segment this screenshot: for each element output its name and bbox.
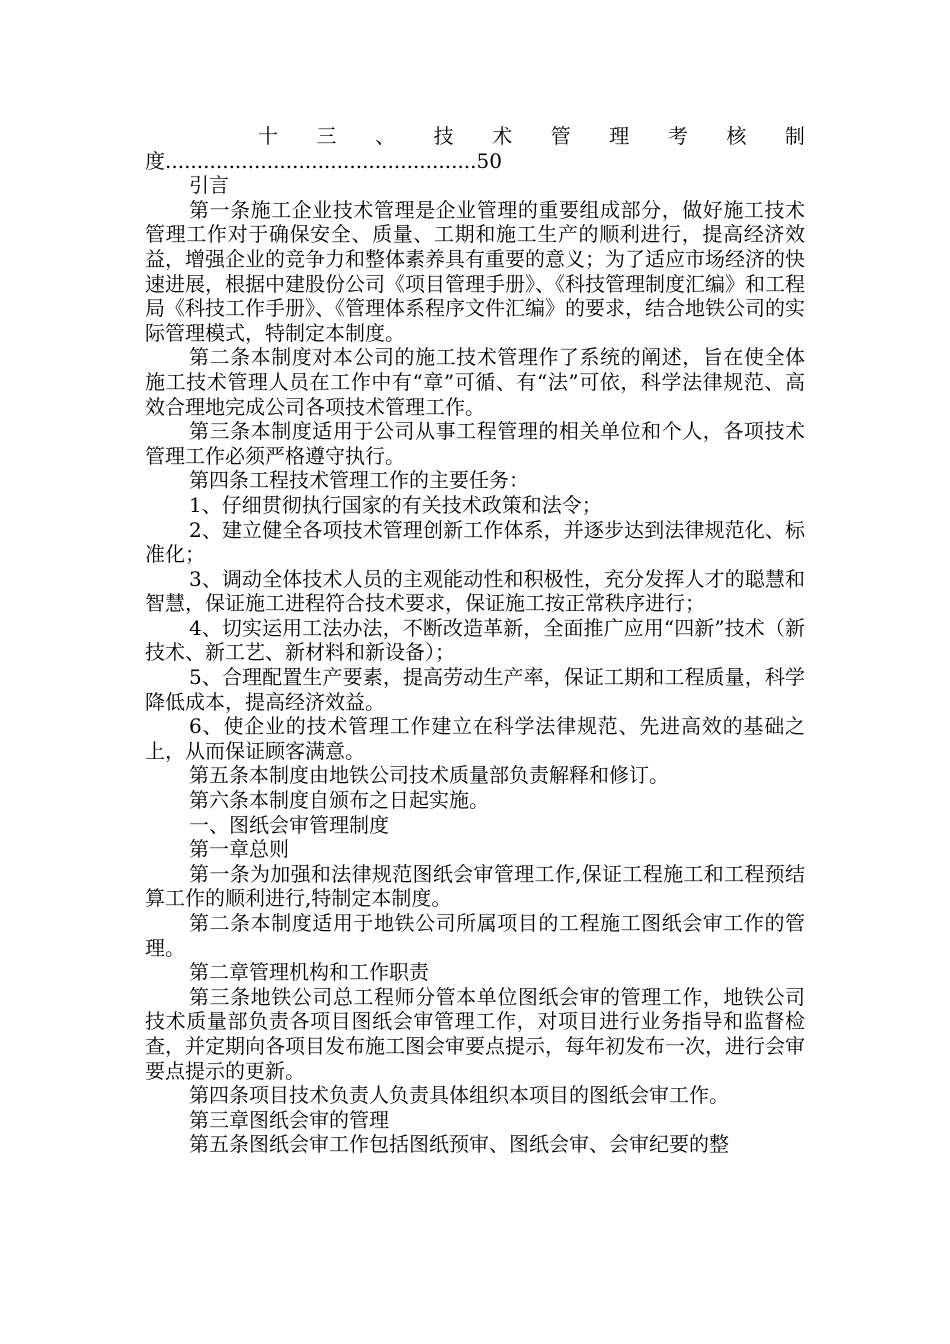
toc-char: 技: [433, 124, 454, 148]
toc-char: 、: [375, 124, 396, 148]
chapter-heading: 第一章总则: [189, 837, 289, 862]
toc-char: 核: [726, 124, 747, 148]
paragraph: 第四条工程技术管理工作的主要任务：: [189, 468, 529, 493]
list-item: 2、建立健全各项技术管理创新工作体系，并逐步达到法律规范化、标准化；: [145, 517, 805, 567]
toc-char: 术: [492, 124, 513, 148]
list-item: 6、使企业的技术管理工作建立在科学法律规范、先进高效的基础之上，从而保证顾客满意。: [145, 714, 805, 763]
toc-entry-heading: [145, 124, 805, 149]
toc-char: 十: [258, 124, 278, 148]
paragraph: 第二条本制度适用于地铁公司所属项目的工程施工图纸会审工作的管理。: [145, 911, 805, 960]
list-item: 3、调动全体技术人员的主观能动性和积极性，充分发挥人才的聪慧和智慧，保证施工进程符合技术要求，保证施工按正常秩序进行；: [145, 566, 805, 616]
list-item: 4、切实运用工法办法，不断改造革新，全面推广应用“四新”技术（新技术、新工艺、新材料和新设备）；: [145, 615, 805, 665]
paragraph: 第五条图纸会审工作包括图纸预审、图纸会审、会审纪要的整: [189, 1132, 729, 1157]
paragraph: 第三条本制度适用于公司从事工程管理的相关单位和个人，各项技术管理工作必须严格遵守执行。: [145, 419, 805, 468]
section-heading: 一、图纸会审管理制度: [189, 812, 389, 837]
paragraph: 第三条地铁公司总工程师分管本单位图纸会审的管理工作，地铁公司技术质量部负责各项目图纸会审管理工作，对项目进行业务指导和监督检查，并定期向各项目发布施工图会审要点提示，每年初发布一次，进行会审要点提示的更新。: [145, 984, 805, 1083]
toc-char: 管: [550, 124, 571, 148]
paragraph: 第一条施工企业技术管理是企业管理的重要组成部分，做好施工技术管理工作对于确保安全、质量、工期和施工生产的顺利进行，提高经济效益，增强企业的竞争力和整体素养具有重要的意义；为了适应市场经济的快速进展，根据中建股份公司《项目管理手册》、《科技管理制度汇编》和工程局《科技工作手册》、《管理体系程序文件汇编》的要求，结合地铁公司的实际管理模式，特制定本制度。: [145, 197, 805, 345]
list-item: 1、仔细贯彻执行国家的有关技术政策和法令；: [189, 492, 602, 517]
toc-char: 考: [667, 124, 688, 148]
chapter-heading: 第二章管理机构和工作职责: [189, 960, 429, 985]
paragraph: 第五条本制度由地铁公司技术质量部负责解释和修订。: [189, 763, 669, 788]
chapter-heading: 第三章图纸会审的管理: [189, 1107, 389, 1132]
toc-char: 三: [316, 124, 337, 148]
section-intro-heading: 引言: [189, 173, 229, 198]
paragraph: 第一条为加强和法律规范图纸会审管理工作,保证工程施工和工程预结算工作的顺利进行,特制定本制度。: [145, 861, 805, 911]
toc-leader-line: 度.................................................50: [145, 148, 502, 173]
paragraph: 第二条本制度对本公司的施工技术管理作了系统的阐述，旨在使全体施工技术管理人员在工作中有“章”可循、有“法”可依，科学法律规范、高效合理地完成公司各项技术管理工作。: [145, 345, 805, 419]
paragraph: 第四条项目技术负责人负责具体组织本项目的图纸会审工作。: [189, 1083, 729, 1108]
document-body: [145, 124, 805, 1157]
toc-char: 制: [784, 124, 805, 148]
list-item: 5、合理配置生产要素，提高劳动生产率，保证工期和工程质量，科学降低成本，提高经济效益。: [145, 665, 805, 714]
toc-char: 理: [609, 124, 630, 148]
paragraph: 第六条本制度自颁布之日起实施。: [189, 788, 489, 813]
